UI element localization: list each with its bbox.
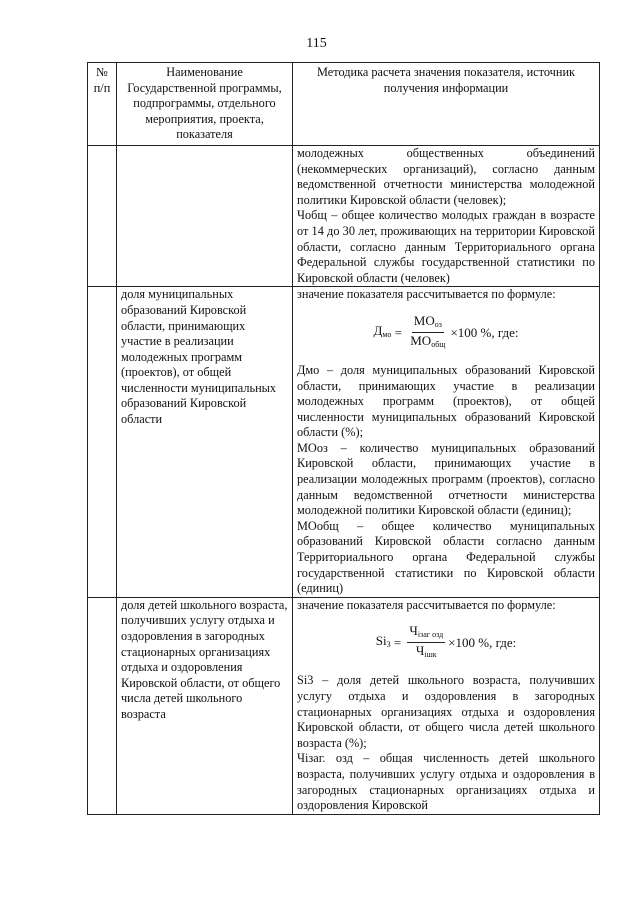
method-intro: значение показателя рассчитывается по формуле: xyxy=(297,597,556,612)
formula: $Si_3$ = $\frac{Ч_{iзаг озд}}{Ч_{iшк}}$ ×100 %, где: xyxy=(297,623,595,662)
method-paragraph: Si3 – доля детей школьного возраста, получивших услугу отдыха и оздоровления в загородных стационарных организациях отдыха и оздоровления Кировской области, от общего числа детей школьного возраста (%); xyxy=(297,673,595,750)
row-number xyxy=(88,145,117,286)
method-paragraph: МОоз – количество муниципальных образований Кировской области, принимающих участие в реализации молодежных программ (проектов), согласно данным ведомственной отчетности министерства молодежной политики Кировской области (единиц); xyxy=(297,440,595,518)
formula-numerator: $МО_{оз}$ xyxy=(412,313,444,333)
formula-numerator: $Ч_{iзаг озд}$ xyxy=(407,623,445,643)
table-header-row xyxy=(88,63,600,146)
method-cell xyxy=(293,145,600,286)
method-cell xyxy=(293,287,600,598)
method-paragraph: Чобщ – общее количество молодых граждан в возрасте от 14 до 30 лет, проживающих на территории Кировской области, согласно данным Территориального органа Федеральной службы государственной статистики по Кировской области (человек) xyxy=(297,208,595,285)
formula-rhs: ×100 %, где: xyxy=(448,635,517,651)
method-paragraph: Чiзаг. озд – общая численность детей школьного возраста, получивших услугу отдыха и оздоровления в загородных стационарных организациях отдыха и оздоровления Кировской xyxy=(297,751,595,813)
indicator-name xyxy=(117,145,293,286)
header-number: № п/п xyxy=(88,63,117,146)
indicator-table xyxy=(87,62,600,815)
method-paragraph: Дмо – доля муниципальных образований Кировской области, принимающих участие в реализации молодежных программ (проектов), от общей численности муниципальных образований Кировской области (%); xyxy=(297,362,595,440)
table-row xyxy=(88,597,600,814)
formula-lhs: $Д_{мо}$ xyxy=(373,322,392,339)
table-row xyxy=(88,287,600,598)
formula-fraction xyxy=(407,623,445,662)
indicator-name: доля муниципальных образований Кировской области, принимающих участие в реализации молодежных программ (проектов), от общей численности муниципальных образований Кировской области xyxy=(117,287,293,598)
method-cell xyxy=(293,597,600,814)
method-intro: значение показателя рассчитывается по формуле: xyxy=(297,287,556,302)
formula-fraction xyxy=(408,313,447,352)
indicator-name: доля детей школьного возраста, получивших услугу отдыха и оздоровления в загородных стационарных организациях отдыха и оздоровления Кировской области, от общего числа детей школьного возраста xyxy=(117,597,293,814)
header-name: Наименование Государственной программы, подпрограммы, отдельного мероприятия, проекта, показателя xyxy=(117,63,293,146)
row-number xyxy=(88,287,117,598)
method-paragraph: МОобщ – общее количество муниципальных образований Кировской области согласно данным Территориального органа Федеральной службы государственной статистики по Кировской области (единиц) xyxy=(297,518,595,596)
table-row xyxy=(88,145,600,286)
formula-lhs: $Si_3$ xyxy=(375,633,391,650)
row-number xyxy=(88,597,117,814)
header-method: Методика расчета значения показателя, источник получения информации xyxy=(293,63,600,146)
formula-denominator: $Ч_{iшк}$ xyxy=(415,643,437,660)
formula: $Д_{мо}$ = $\frac{МО_{оз}}{МО_{общ}}$ ×100 %, где: xyxy=(297,313,595,352)
formula-rhs: ×100 %, где: xyxy=(450,324,519,340)
formula-denominator: $МО_{общ}$ xyxy=(410,332,446,349)
method-paragraph: молодежных общественных объединений (некоммерческих организаций), согласно данным ведомственной отчетности министерства молодежной политики Кировской области (человек); xyxy=(297,145,595,207)
page-number: 115 xyxy=(306,36,327,51)
